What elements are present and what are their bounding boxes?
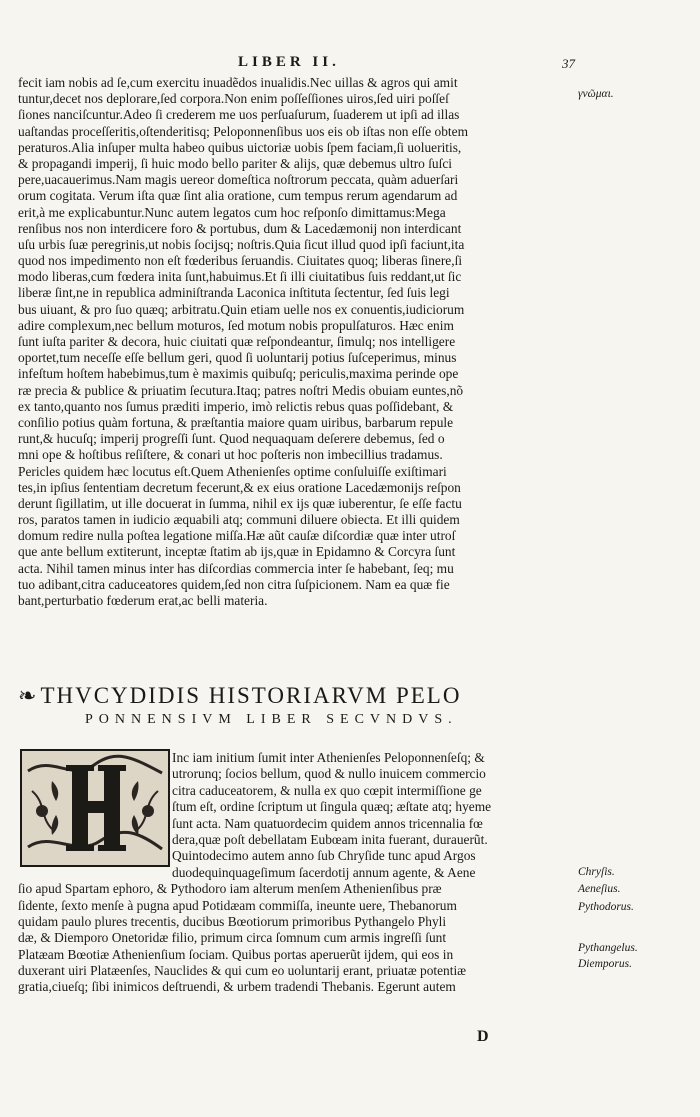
text-line: derunt ſigillatim, ut ille docuerat in ſumma, nihil ex ijs quæ iuberentur, ſe eſſe factu xyxy=(18,495,462,511)
margin-note: Chryſis. xyxy=(578,866,615,878)
text-line: orum cogitata. Verum iſta quæ ſint alia oratione, cum tempus rerum agendarum ad xyxy=(18,188,458,204)
running-head xyxy=(0,54,700,76)
fleuron-icon: ❧ xyxy=(18,683,39,708)
margin-note: Diemporus. xyxy=(578,958,632,970)
text-line: adire complexum,nec bellum moturos, ſed motum nobis propulſaturos. Hæc enim xyxy=(18,317,454,333)
text-line: peraturos.Alia inſuper multa habeo quibus uictoriæ uobis ſpem faciam,ſi uolueritis, xyxy=(18,139,462,155)
text-line: dæ, & Diemporo Onetoridæ filio, primum circa ſomnum cum armis ingreſſi ſunt xyxy=(18,930,447,946)
text-line: Pericles quidem hæc locutus eſt.Quem Athenienſes optime conſuluiſſe exiſtimari xyxy=(18,463,447,479)
text-line: dera,quæ poſt debellatam Eubœam inita fuerant, durauerũt. xyxy=(172,831,488,847)
margin-note: Pythangelus. xyxy=(578,942,638,954)
text-line: quod nos impedimento non eſt fœderibus ſeruandis. Ciuitates quoq; liberas ſinere,ſi xyxy=(18,253,463,269)
text-line: bant,perturbatio fœderum erat,ac belli materia. xyxy=(18,593,268,608)
text-line: domum redire nulla poſtea legatione miſſa.Hæ aũt cauſæ diſcordiæ quæ inter utroſ xyxy=(18,528,456,544)
book-title-text: THVCYDIDIS HISTORIARVM PELO xyxy=(40,683,462,708)
text-line: ſtum eſt, ordine ſcriptum ut ſingula quæq; æſtate atq; hyeme xyxy=(172,799,492,815)
text-line: que ante bellum extiterunt, inceptæ ſtatim ab ijs,quæ in Epidamno & Corcyra ſunt xyxy=(18,544,456,560)
text-line: ſunt acta. Nam quatuordecim quidem annos tricennalia fœ xyxy=(172,815,483,831)
text-line: utrorunq; ſocios bellum, quod & nullo inuicem commercio xyxy=(172,766,486,782)
running-title: LIBER II. xyxy=(238,54,340,70)
text-line: pere,uacauerimus.Nam magis uereor domeſtica noſtrorum peccata, quàm aduerſari xyxy=(18,172,459,188)
text-line: uaſtandas proceſſeritis,oſtenderitisq; Peloponnenſibus uos eis ob iſtas non eſſe obtem xyxy=(18,123,468,139)
text-line: tuo adibant,citra caduceatores quidem,ſed non citra ſuſpicionem. Nam ea quæ fie xyxy=(18,576,450,592)
page-number: 37 xyxy=(562,56,575,71)
text-line: citra caduceatorem, & nulla ex quo cœpit intermiſſione ge xyxy=(172,782,482,798)
text-line: ræ precia & publice & priuatim ſecutura.Itaq; patres noſtri Medis obuiam euntes,nõ xyxy=(18,382,464,398)
text-line: mni ope & hoſtibus reſiſtere, & conari ut hoc poſteris non imbecillius tradamus. xyxy=(18,447,443,463)
text-line: renſibus nos non interdicere foro & portubus, dum & Lacedæmonij non interdicant xyxy=(18,220,462,236)
text-line: quidam paulo plures trecentis, ducibus Bœotiorum primoribus Pythangelo Phyli xyxy=(18,913,447,929)
margin-note: Aeneſius. xyxy=(578,883,621,895)
text-line: duxerant uiri Platæenſes, Nauclides & qui cum eo uoluntarij erant, priuatæ potentiæ xyxy=(18,963,467,979)
margin-note: Pythodorus. xyxy=(578,901,634,913)
body-text xyxy=(18,75,580,609)
text-line: erit,à me explicabuntur.Nunc autem legatos cum hoc reſponſo dimittamus:Mega xyxy=(18,204,446,220)
text-line: Inc iam initium ſumit inter Athenienſes Peloponnenſeſq; & xyxy=(172,750,485,765)
text-line: acta. Nihil tamen minus inter has diſcordias commercia inter ſe habebant, ſeq; mu xyxy=(18,560,454,576)
text-line: oportet,tum neceſſe eſſe bellum geri, quod ſi uoluntarij potius ſuſceperimus, minus xyxy=(18,350,457,366)
book-title xyxy=(18,683,618,709)
text-line: fecit iam nobis ad ſe,cum exercitu inuadẽdos inualidis.Nec uillas & agros qui amit xyxy=(18,75,458,90)
text-line: Platæam Bœotiæ Athenienſium ſociam. Quibus portas aperuerũt ijdem, qui eos in xyxy=(18,946,454,962)
text-line: tes,in ipſius ſententiam decretum fecerunt,& ex eius oratione Lacedæmonijs reſpon xyxy=(18,479,461,495)
signature-mark: D xyxy=(477,1028,489,1045)
text-line: liberæ ſint,ne in republica adminiſtranda Laconica inſtituta ſectentur, ſed ſuis legi xyxy=(18,285,450,301)
text-line: & propagandi imperij, ſi huic modo bello pariter & alijs, quæ debemus ultro ſuſci xyxy=(18,155,452,171)
text-line: ros, paratos tamen in iudicio æquabili atq; communi diluere obiecta. Et illi quidem xyxy=(18,512,460,528)
text-line: infeſtum hoſtem habebimus,tum è maximis quibuſq; periculis,maxima perinde ope xyxy=(18,366,459,382)
text-line: ſiones nanciſcuntur.Adeo ſi crederem me uos perſuaſurum, ſuaderem ut ipſi ad illas xyxy=(18,107,460,123)
text-line: uſu urbis ſuæ peregrinis,ut nobis ſocijsq; noſtris.Quia ſicut illud quod ipſi faciunt,ita xyxy=(18,236,465,252)
text-line: conſilio potius quàm fortuna, & præſtantia maiore quam uiribus, barbarum repule xyxy=(18,414,454,430)
text-line: runt,& hucuſq; imperij progreſſi ſunt. Quod nequaquam deſerere debemus, ſed o xyxy=(18,431,445,447)
text-line: ſio apud Spartam ephoro, & Pythodoro iam alterum menſem Athenienſibus præ xyxy=(18,881,442,897)
text-line: Quintodecimo autem anno ſub Chryſide tunc apud Argos xyxy=(172,848,476,864)
book-subtitle: PONNENSIVM LIBER SECVNDVS. xyxy=(85,712,458,727)
text-line: ex tanto,quanto nos ſumus præditi imperio, imò relictis rebus quas poſſidebant, & xyxy=(18,398,454,414)
chapter-text xyxy=(18,750,580,996)
text-line: tuntur,decet nos deplorare,ſed corpora.Non enim poſſeſſiones uiros,ſed uiri poſſeſ xyxy=(18,91,449,107)
text-line: modo liberas,cum fœdera inita ſunt,habuimus.Et ſi illi ciuitatibus ſuis reddant,ut ſic xyxy=(18,269,462,285)
text-line: ſidente, ſexto menſe à pugna apud Potidæam commiſſa, ineunte uere, Thebanorum xyxy=(18,897,457,913)
text-line: ſunt iuſta pariter & decora, huic ciuitati quæ reſpondeantur, ſimulq; nos intelligere xyxy=(18,334,456,349)
margin-note: γνῶμαι. xyxy=(578,88,614,100)
text-line: duodequinquageſimum ſacerdotij annum agente, & Aene xyxy=(172,864,476,880)
text-line: gratia,ciueſq; ſibi inimicos deſtruendi, & urbem tradendi Thebanis. Egerunt autem xyxy=(18,979,456,995)
text-line: bus uiuant, & pro ſuo quæq; arbitratu.Quin etiam uelle nos ex conuentis,iudiciorum xyxy=(18,301,465,317)
